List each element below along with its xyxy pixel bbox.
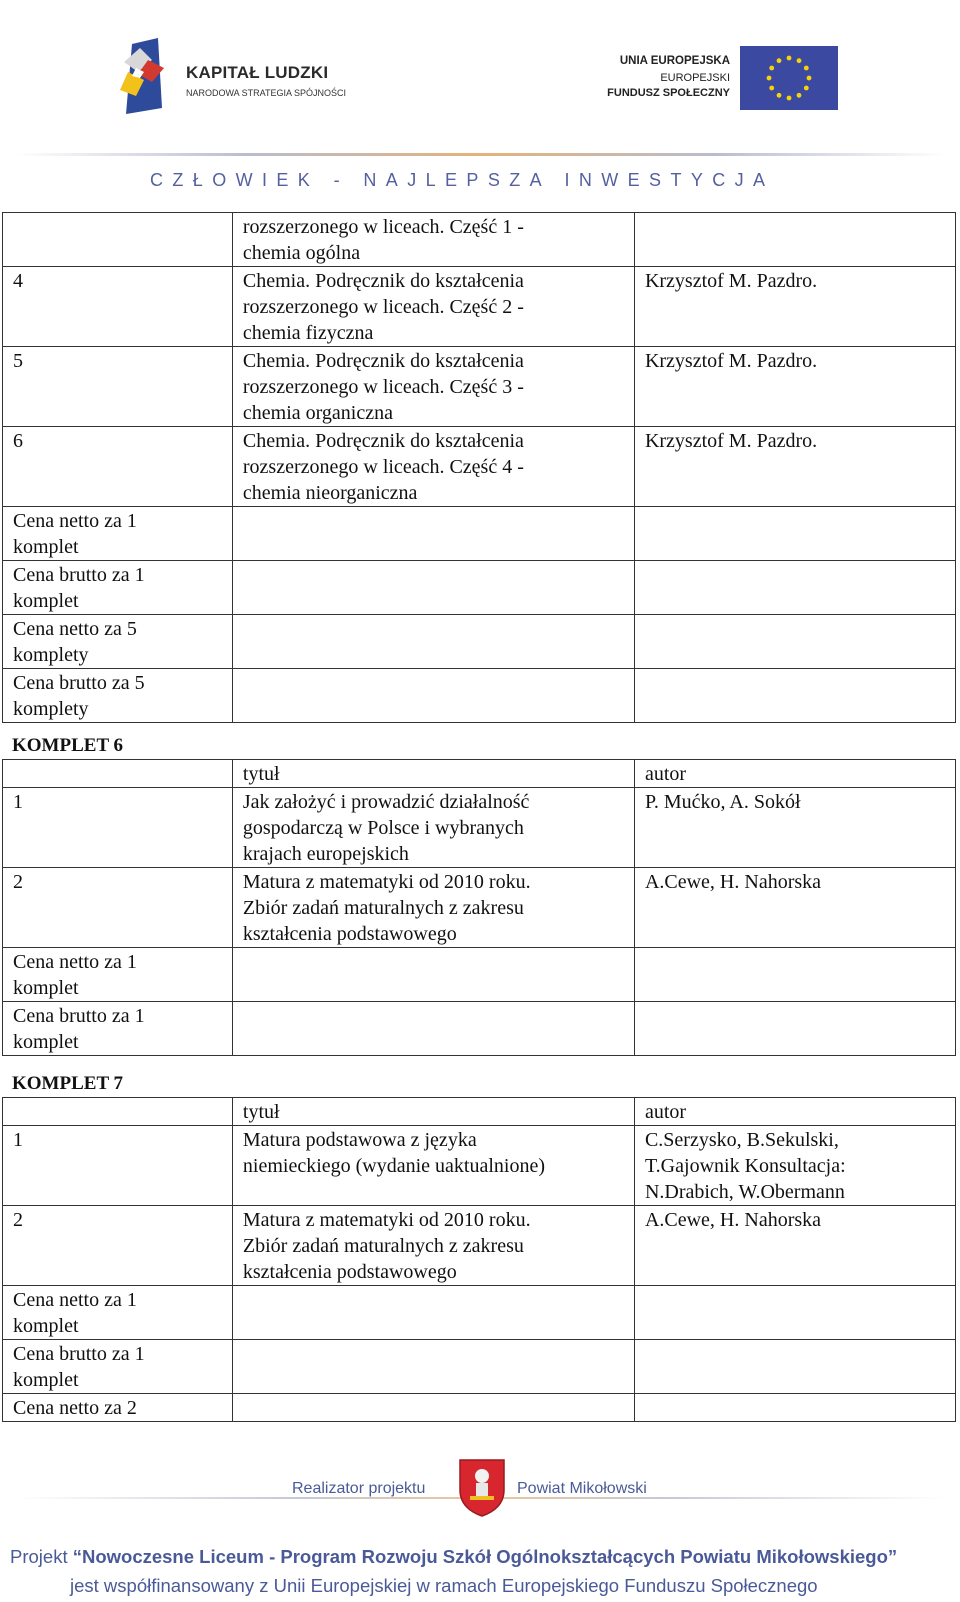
eu-star-icon (787, 96, 792, 101)
eu-star-icon (777, 93, 782, 98)
footer-funding: jest współfinansowany z Unii Europejskiej w ramach Europejskiego Funduszu Społecznego (70, 1575, 818, 1596)
footer-realizator: Realizator projektu (292, 1480, 426, 1497)
book-author: A.Cewe, H. Nahorska (634, 1206, 955, 1286)
book-author: P. Mućko, A. Sokół (634, 788, 955, 868)
row-number: 1 (3, 788, 233, 868)
page-header (0, 0, 960, 200)
price-empty-cell (634, 615, 955, 669)
project-prefix: Projekt (10, 1546, 68, 1567)
eu-star-icon (769, 86, 774, 91)
eu-star-icon (797, 58, 802, 63)
eu-star-icon (777, 58, 782, 63)
book-title: Matura z matematyki od 2010 roku. Zbiór zadań maturalnych z zakresu kształcenia podstawowego (232, 1206, 634, 1286)
price-empty-cell (634, 507, 955, 561)
eu-star-icon (769, 66, 774, 71)
price-row (3, 669, 956, 723)
book-title: Jak założyć i prowadzić działalność gospodarczą w Polsce i wybranych krajach europejskich (232, 788, 634, 868)
price-label: Cena netto za 5 komplety (3, 615, 233, 669)
eu-label-line2: EUROPEJSKI (660, 72, 730, 84)
header-title: tytuł (232, 760, 634, 788)
eu-star-icon (767, 76, 772, 81)
eu-star-icon (804, 66, 809, 71)
table-row (3, 347, 956, 427)
price-value-cell (232, 1394, 634, 1422)
price-row (3, 561, 956, 615)
price-row (3, 615, 956, 669)
price-value-cell (232, 669, 634, 723)
table-row (3, 1126, 956, 1206)
price-label: Cena brutto za 1 komplet (3, 1002, 233, 1056)
komplet-7-heading: KOMPLET 7 (12, 1073, 124, 1094)
book-title: Matura podstawowa z języka niemieckiego (wydanie uaktualnione) (232, 1126, 634, 1206)
price-label: Cena netto za 2 (3, 1394, 233, 1422)
eu-star-icon (807, 76, 812, 81)
row-number: 2 (3, 1206, 233, 1286)
row-number (3, 213, 233, 267)
price-row (3, 507, 956, 561)
eu-star-icon (804, 86, 809, 91)
price-row (3, 1286, 956, 1340)
powiat-crest-icon (456, 1456, 508, 1518)
table-row (3, 868, 956, 948)
books-table-continued (2, 212, 956, 723)
footer-project (10, 1546, 950, 1568)
header-author: autor (634, 760, 955, 788)
project-name: “Nowoczesne Liceum - Program Rozwoju Szkół Ogólnokształcących Powiatu Mikołowskiego” (72, 1546, 898, 1567)
komplet-6-heading: KOMPLET 6 (12, 735, 124, 756)
table-row (3, 213, 956, 267)
price-value-cell (232, 615, 634, 669)
price-row (3, 1002, 956, 1056)
price-empty-cell (634, 1394, 955, 1422)
eu-star-icon (797, 93, 802, 98)
book-author: Krzysztof M. Pazdro. (634, 347, 955, 427)
row-number: 5 (3, 347, 233, 427)
book-author: Krzysztof M. Pazdro. (634, 427, 955, 507)
price-label: Cena brutto za 1 komplet (3, 1340, 233, 1394)
table-row (3, 427, 956, 507)
kapital-ludzki-subtitle: NARODOWA STRATEGIA SPÓJNOŚCI (186, 88, 347, 98)
book-title: Chemia. Podręcznik do kształcenia rozszerzonego w liceach. Część 3 - chemia organiczna (232, 347, 634, 427)
price-value-cell (232, 948, 634, 1002)
price-value-cell (232, 1340, 634, 1394)
komplet-7-table (2, 1097, 956, 1422)
price-label: Cena brutto za 5 komplety (3, 669, 233, 723)
table-header-row (3, 760, 956, 788)
price-label: Cena netto za 1 komplet (3, 1286, 233, 1340)
eu-label-line1: UNIA EUROPEJSKA (619, 55, 730, 67)
price-label: Cena netto za 1 komplet (3, 948, 233, 1002)
eu-label-line3: FUNDUSZ SPOŁECZNY (607, 87, 730, 99)
eu-star-icon (787, 56, 792, 61)
header-title: tytuł (232, 1098, 634, 1126)
price-empty-cell (634, 669, 955, 723)
table-row (3, 267, 956, 347)
price-row (3, 948, 956, 1002)
price-value-cell (232, 1002, 634, 1056)
row-number: 2 (3, 868, 233, 948)
kapital-ludzki-logo-icon (118, 38, 188, 116)
table-header-row (3, 1098, 956, 1126)
row-number: 6 (3, 427, 233, 507)
footer-powiat: Powiat Mikołowski (517, 1480, 647, 1497)
book-author: A.Cewe, H. Nahorska (634, 868, 955, 948)
price-value-cell (232, 507, 634, 561)
header-divider (16, 153, 946, 156)
price-empty-cell (634, 1286, 955, 1340)
header-number (3, 1098, 233, 1126)
book-title: Matura z matematyki od 2010 roku. Zbiór zadań maturalnych z zakresu kształcenia podstawowego (232, 868, 634, 948)
row-number: 1 (3, 1126, 233, 1206)
book-title: Chemia. Podręcznik do kształcenia rozszerzonego w liceach. Część 4 - chemia nieorganiczna (232, 427, 634, 507)
book-author: C.Serzysko, B.Sekulski, T.Gajownik Konsultacja: N.Drabich, W.Obermann (634, 1126, 955, 1206)
row-number: 4 (3, 267, 233, 347)
header-number (3, 760, 233, 788)
price-label: Cena netto za 1 komplet (3, 507, 233, 561)
header-slogan: CZŁOWIEK - NAJLEPSZA INWESTYCJA (150, 170, 775, 190)
table-row (3, 788, 956, 868)
price-row (3, 1340, 956, 1394)
price-value-cell (232, 561, 634, 615)
price-empty-cell (634, 561, 955, 615)
book-title: rozszerzonego w liceach. Część 1 - chemia ogólna (232, 213, 634, 267)
book-author: Krzysztof M. Pazdro. (634, 267, 955, 347)
header-author: autor (634, 1098, 955, 1126)
book-author (634, 213, 955, 267)
price-value-cell (232, 1286, 634, 1340)
price-empty-cell (634, 1002, 955, 1056)
komplet-6-table (2, 759, 956, 1056)
eu-flag-icon (740, 46, 838, 110)
price-empty-cell (634, 948, 955, 1002)
price-row (3, 1394, 956, 1422)
kapital-ludzki-title: KAPITAŁ LUDZKI (186, 63, 329, 82)
price-label: Cena brutto za 1 komplet (3, 561, 233, 615)
price-empty-cell (634, 1340, 955, 1394)
table-row (3, 1206, 956, 1286)
book-title: Chemia. Podręcznik do kształcenia rozszerzonego w liceach. Część 2 - chemia fizyczna (232, 267, 634, 347)
